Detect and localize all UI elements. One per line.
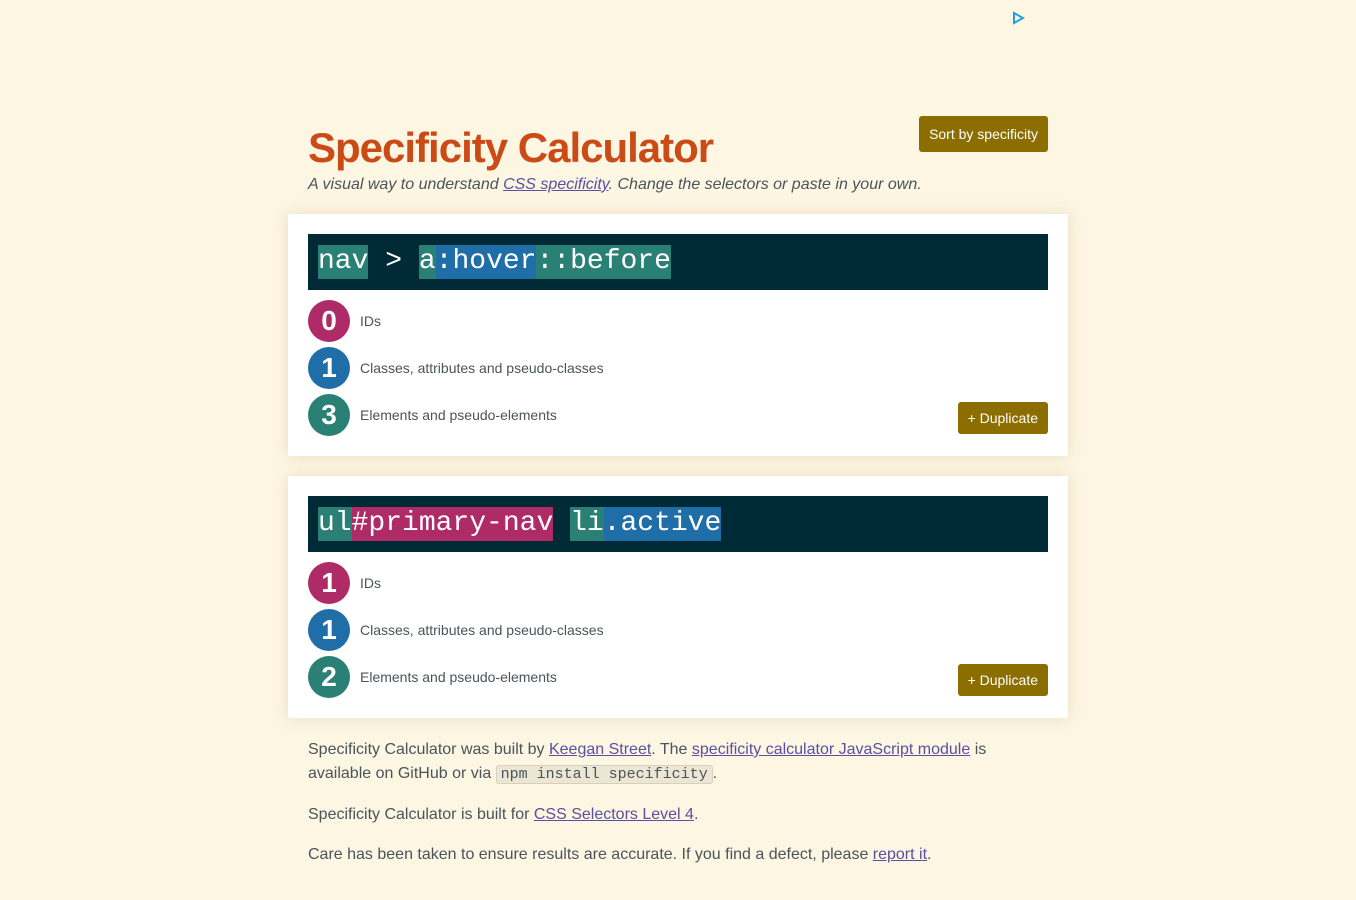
selector-token-combinator	[553, 507, 570, 541]
selector-input[interactable]	[308, 234, 1048, 290]
selector-token-element: ::before	[536, 246, 671, 277]
selector-token-class: .active	[603, 508, 722, 539]
elements-count-badge: 2	[308, 656, 350, 698]
elements-count-row	[308, 394, 557, 436]
classes-count-row	[308, 347, 604, 389]
selector-token-id: #primary-nav	[351, 508, 554, 539]
ids-count-badge: 1	[308, 562, 350, 604]
css-selectors-level-4-link[interactable]: CSS Selectors Level 4	[533, 806, 694, 823]
ids-count-row	[308, 300, 381, 342]
footer-report: Care has been taken to ensure results are accurate. If you find a defect, please report it.	[308, 846, 932, 863]
adchoices-icon[interactable]	[1011, 11, 1025, 25]
selector-token-element: ul	[318, 508, 352, 539]
classes-count-badge: 1	[308, 609, 350, 651]
subtitle: A visual way to understand CSS specificity. Change the selectors or paste in your own.	[308, 176, 922, 193]
ids-count-label: IDs	[360, 313, 381, 329]
page-title: Specificity Calculator	[308, 124, 714, 171]
ids-count-badge: 0	[308, 300, 350, 342]
ids-count-label: IDs	[360, 575, 381, 591]
footer	[308, 738, 1048, 883]
selector-input[interactable]	[308, 496, 1048, 552]
classes-count-label: Classes, attributes and pseudo-classes	[360, 360, 604, 376]
selector-token-element: a	[418, 246, 436, 277]
elements-count-badge: 3	[308, 394, 350, 436]
duplicate-button[interactable]: + Duplicate	[958, 664, 1048, 696]
ids-count-row	[308, 562, 381, 604]
keegan-street-link[interactable]: Keegan Street	[548, 741, 652, 758]
elements-count-row	[308, 656, 557, 698]
selector-token-element: nav	[318, 246, 369, 277]
elements-count-label: Elements and pseudo-elements	[360, 407, 557, 423]
duplicate-button[interactable]: + Duplicate	[958, 402, 1048, 434]
footer-credits: Specificity Calculator was built by Keegan Street. The specificity calculator JavaScript module is available on GitHub or via npm install specificity .	[308, 741, 987, 783]
css-specificity-link[interactable]: CSS specificity	[503, 176, 609, 193]
footer-selectors-level: Specificity Calculator is built for CSS Selectors Level 4.	[308, 806, 699, 823]
selector-token-element: li	[570, 508, 604, 539]
npm-command: npm install specificity	[496, 765, 713, 784]
selector-card	[288, 214, 1068, 456]
sort-by-specificity-button[interactable]: Sort by specificity	[919, 116, 1048, 152]
js-module-link[interactable]: specificity calculator JavaScript module	[691, 741, 971, 758]
elements-count-label: Elements and pseudo-elements	[360, 669, 557, 685]
selector-token-class: :hover	[435, 246, 537, 277]
selector-card	[288, 476, 1068, 718]
report-it-link[interactable]: report it	[872, 846, 928, 863]
classes-count-label: Classes, attributes and pseudo-classes	[360, 622, 604, 638]
selector-token-combinator: >	[368, 246, 419, 277]
classes-count-badge: 1	[308, 347, 350, 389]
classes-count-row	[308, 609, 604, 651]
